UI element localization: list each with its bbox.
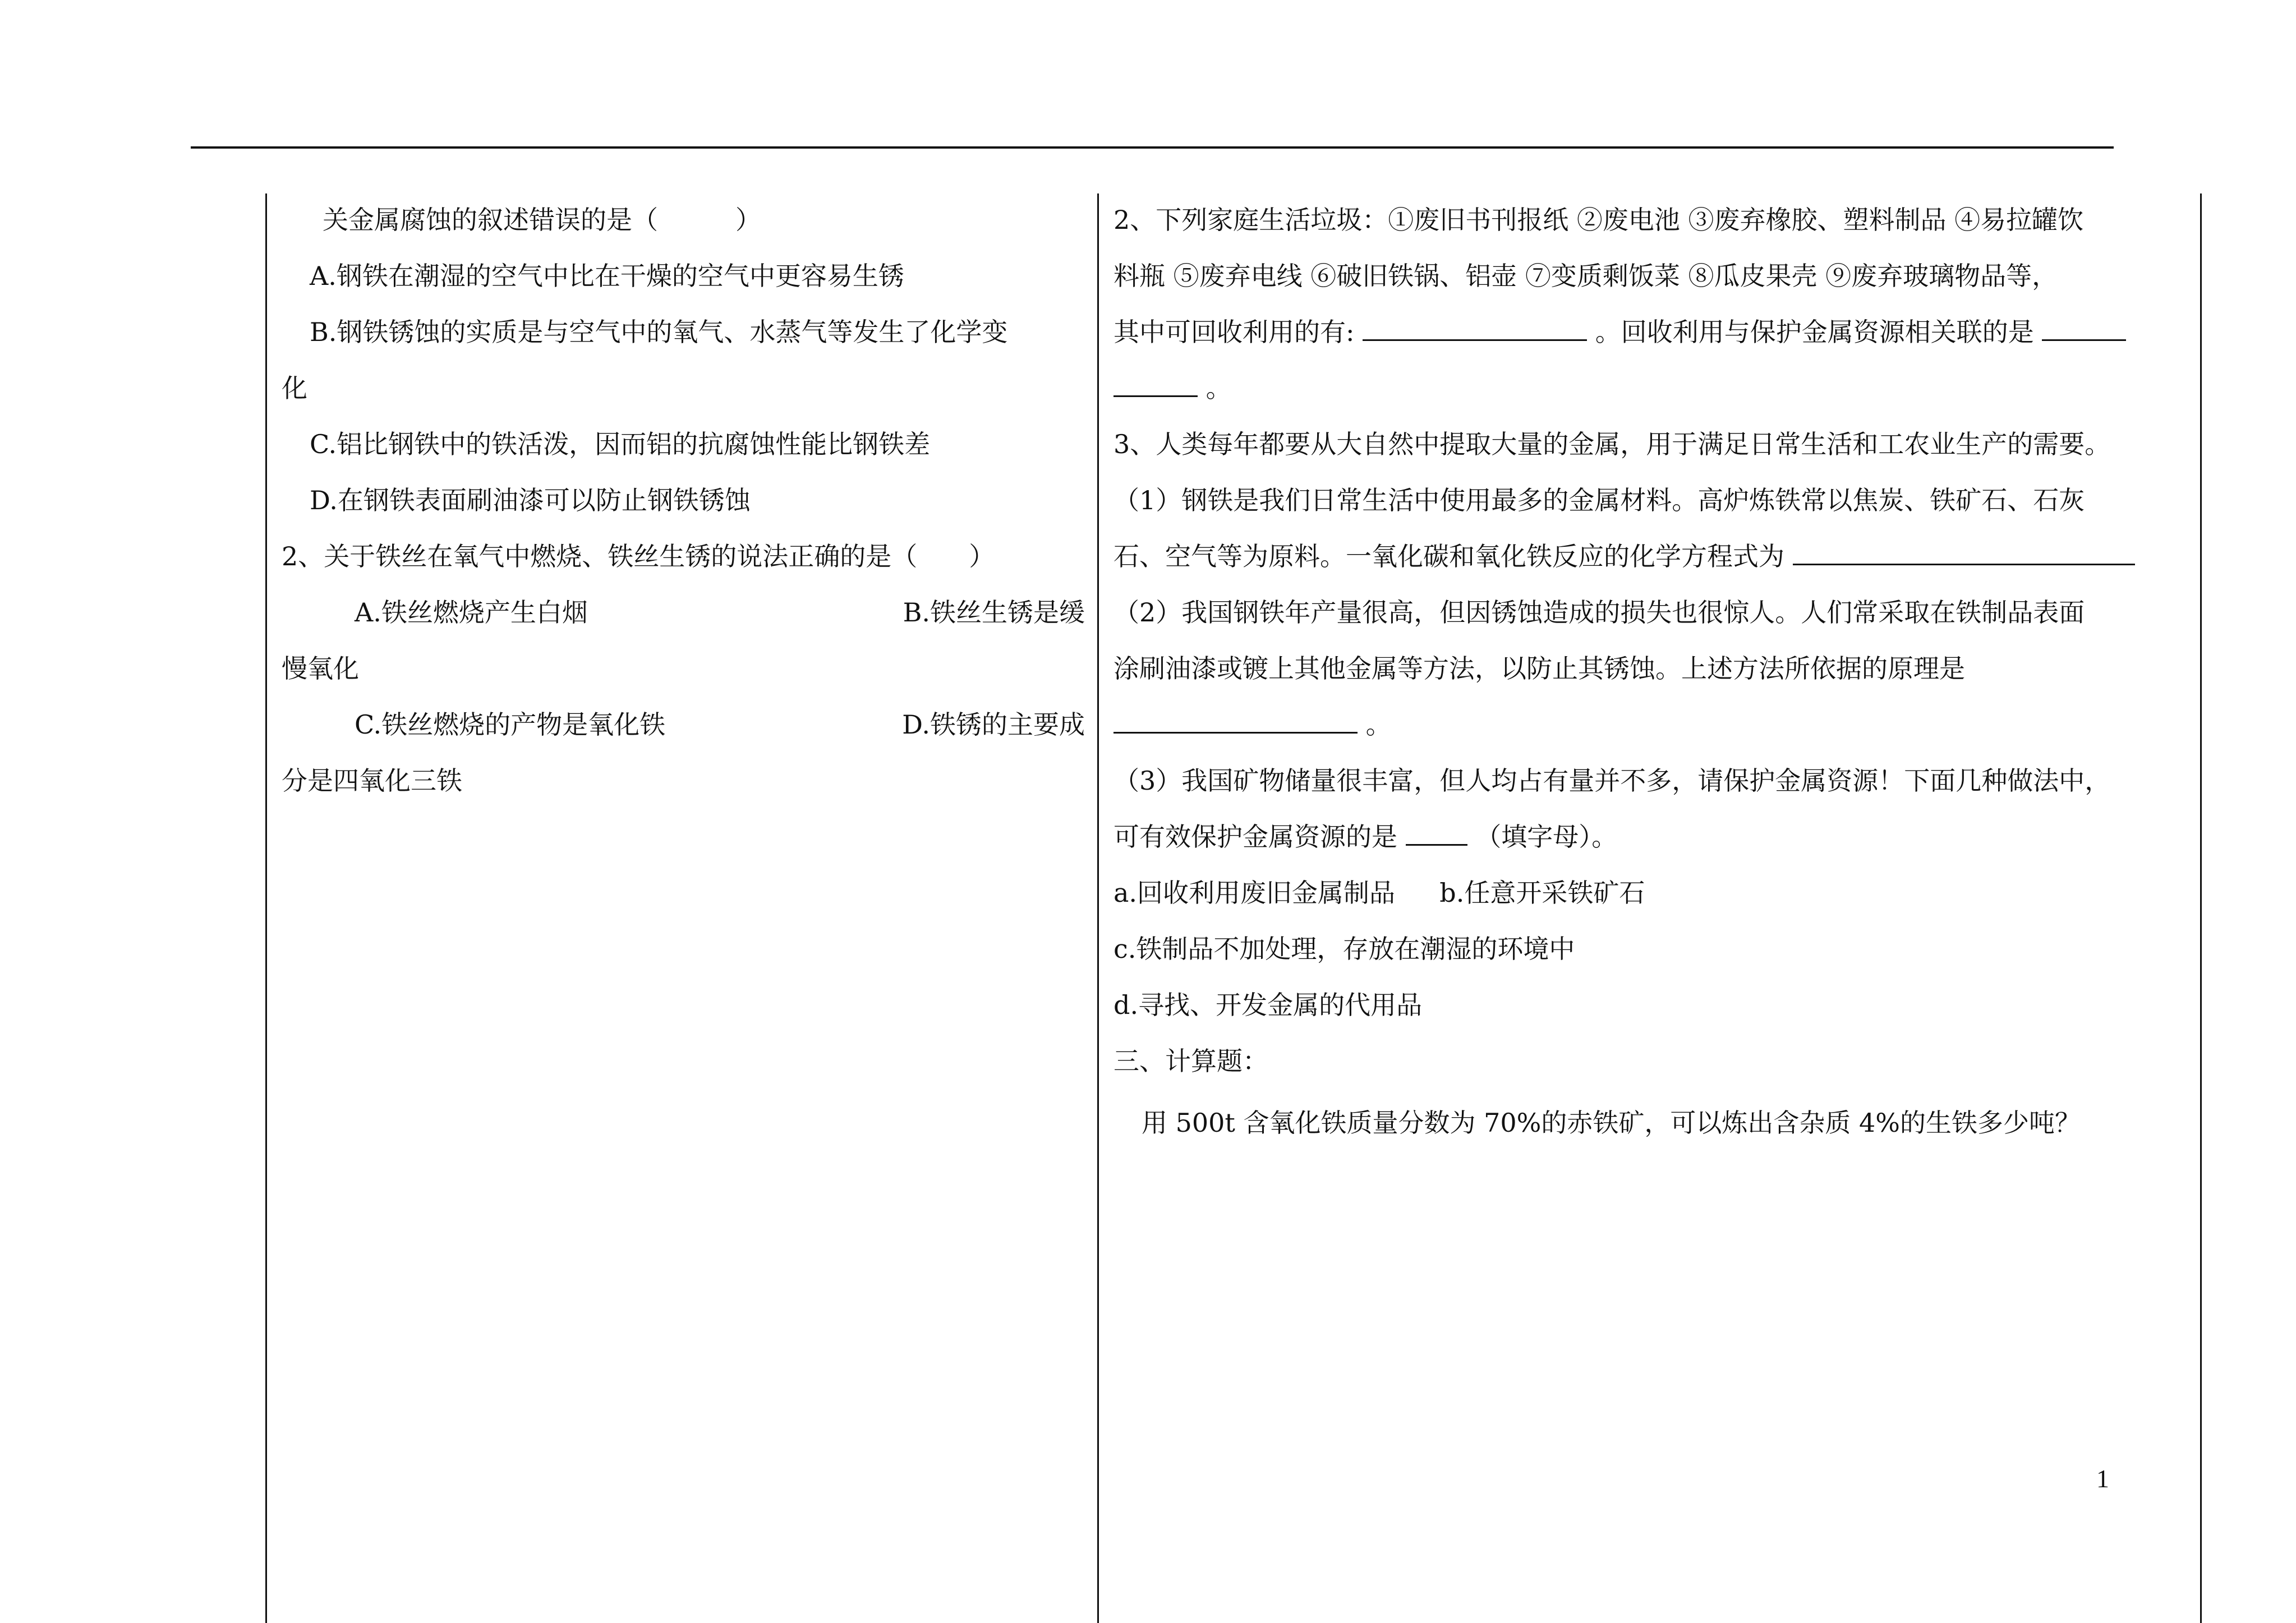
r2-related-label: 。回收利用与保护金属资源相关联的是: [1595, 317, 2034, 347]
r3-3-line-2: [1114, 809, 2202, 865]
q2-options-cd: [282, 697, 1085, 753]
r3-2-end-mark: 。: [1365, 709, 1392, 740]
right-column: [1114, 192, 2202, 1145]
related-blank-2[interactable]: [1114, 363, 1198, 397]
option-b: b.任意开采铁矿石: [1439, 878, 1645, 908]
r3-3-line-1: （3）我国矿物储量很丰富，但人均占有量并不多，请保护金属资源！下面几种做法中，: [1114, 766, 2111, 796]
calc-question: 用 500t 含氧化铁质量分数为 70%的赤铁矿，可以炼出含杂质 4%的生铁多少吨？: [1142, 1108, 2081, 1138]
left-border: [265, 193, 267, 1623]
option-a: a.回收利用废旧金属制品: [1114, 878, 1396, 908]
column-divider: [1097, 193, 1099, 1623]
principle-blank[interactable]: [1114, 699, 1358, 734]
r2-line-1: 2、下列家庭生活垃圾：①废旧书刊报纸 ②废电池 ③废弃橡胶、塑料制品 ④易拉罐饮: [1114, 205, 2084, 235]
q1-option-d: D.在钢铁表面刷油漆可以防止钢铁锈蚀: [310, 485, 751, 515]
left-column: [282, 192, 1085, 809]
r3-1-line-2: [1114, 528, 2202, 584]
r2-recyclable-label: 其中可回收利用的有:: [1114, 317, 1355, 347]
r3-stem: 3、人类每年都要从大自然中提取大量的金属，用于满足日常生活和工农业生产的需要。: [1114, 429, 2111, 459]
choice-blank[interactable]: [1406, 811, 1467, 846]
q1-stem: 关金属腐蚀的叙述错误的是（ ）: [323, 205, 761, 235]
header-rule: [191, 146, 2114, 149]
r2-end-mark: 。: [1205, 373, 1232, 403]
r3-1-line-1: （1）钢铁是我们日常生活中使用最多的金属材料。高炉炼铁常以焦炭、铁矿石、石灰: [1114, 485, 2085, 515]
q1-option-b-cont: 化: [282, 373, 307, 403]
r3-2-line-1: （2）我国钢铁年产量很高，但因锈蚀造成的损失也很惊人。人们常采取在铁制品表面: [1114, 597, 2085, 628]
r3-3-hint: （填字母）。: [1475, 822, 1618, 852]
q1-option-c: C.铝比钢铁中的铁活泼，因而铝的抗腐蚀性能比钢铁差: [310, 429, 931, 459]
r3-3-prompt: 可有效保护金属资源的是: [1114, 822, 1397, 852]
q2-option-b-cont: 慢氧化: [282, 653, 359, 684]
r3-3-options-ab: [1114, 865, 2202, 921]
q1-option-b: B.钢铁锈蚀的实质是与空气中的氧气、水蒸气等发生了化学变: [310, 317, 1008, 347]
section-3-title: 三、计算题：: [1114, 1046, 1268, 1076]
q2-stem: 2、关于铁丝在氧气中燃烧、铁丝生锈的说法正确的是（ ）: [282, 541, 995, 571]
r2-line-2: 料瓶 ⑤废弃电线 ⑥破旧铁锅、铝壶 ⑦变质剩饭菜 ⑧瓜皮果壳 ⑨废弃玻璃物品等，: [1114, 261, 2058, 291]
option-c: c.铁制品不加处理，存放在潮湿的环境中: [1114, 934, 1575, 964]
q2-option-d-cont: 分是四氧化三铁: [282, 766, 462, 796]
q2-options-ab: [282, 584, 1085, 640]
r3-1-equation-label: 石、空气等为原料。一氧化碳和氧化铁反应的化学方程式为: [1114, 541, 1784, 571]
recyclable-blank[interactable]: [1363, 307, 1587, 341]
q2-option-a: A.铁丝燃烧产生白烟: [355, 597, 588, 628]
r2-line-4: [1114, 360, 2202, 416]
r3-2-line-2: 涂刷油漆或镀上其他金属等方法，以防止其锈蚀。上述方法所依据的原理是: [1114, 653, 1965, 684]
q1-option-a: A.钢铁在潮湿的空气中比在干燥的空气中更容易生锈: [310, 261, 904, 291]
r2-line-3: [1114, 304, 2202, 360]
r3-2-line-3: [1114, 697, 2202, 753]
q2-option-d: D.铁锈的主要成: [902, 709, 1085, 740]
q2-option-c: C.铁丝燃烧的产物是氧化铁: [355, 709, 666, 740]
equation-blank[interactable]: [1793, 531, 2135, 565]
option-d: d.寻找、开发金属的代用品: [1114, 990, 1423, 1020]
q2-option-b: B.铁丝生锈是缓: [903, 597, 1085, 628]
page-number: 1: [2096, 1464, 2109, 1493]
related-blank-1[interactable]: [2042, 307, 2126, 341]
